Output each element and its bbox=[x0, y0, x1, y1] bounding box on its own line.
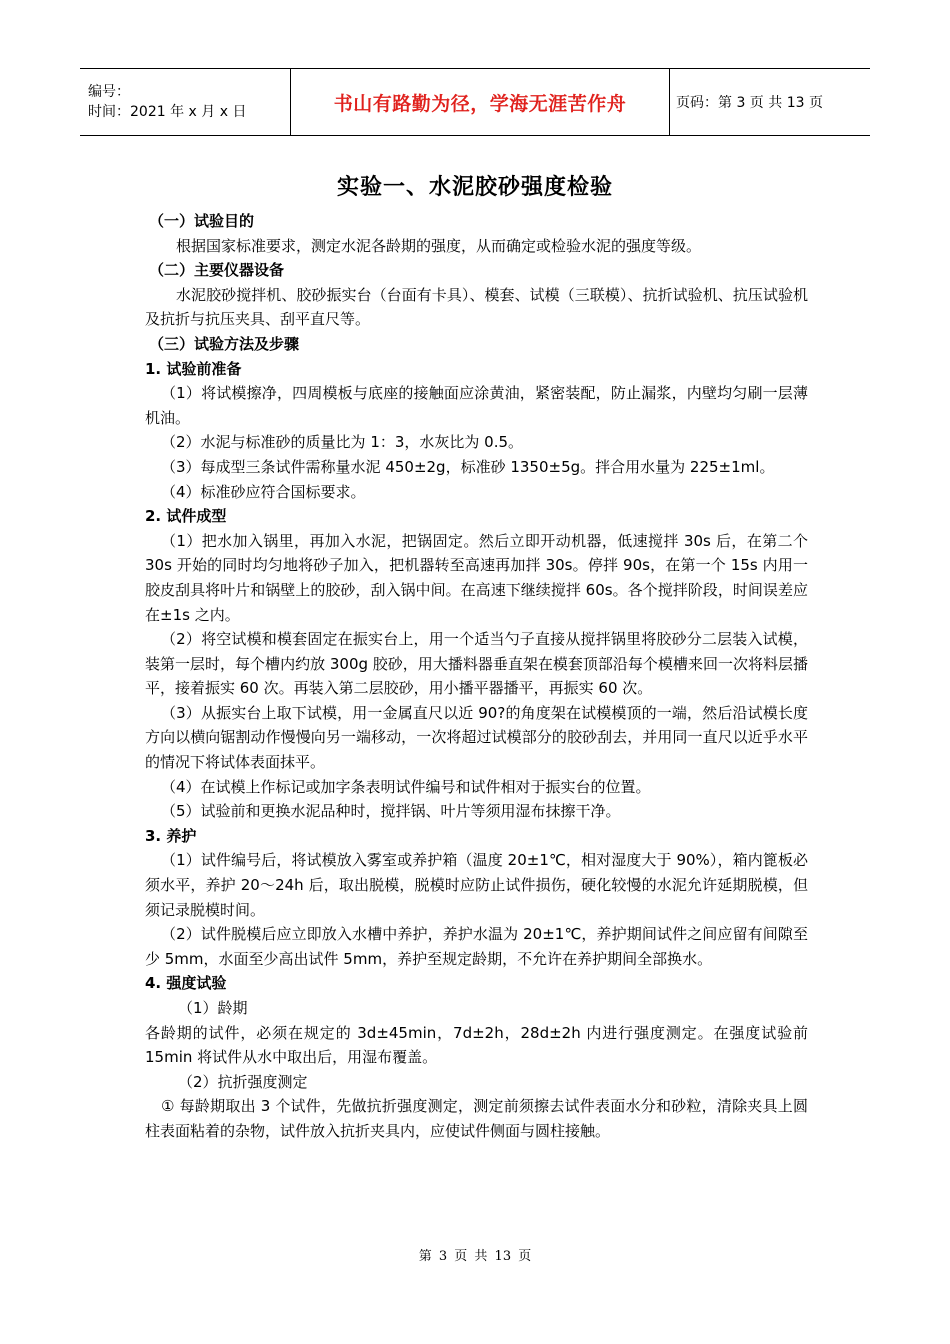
section-heading: （一）试验目的 bbox=[149, 212, 255, 230]
page-title: 实验一、水泥胶砂强度检验 bbox=[336, 175, 613, 200]
paragraph: （3）每成型三条试件需称量水泥 450±2g，标准砂 1350±5g。拌合用水量为 225±1ml。 bbox=[161, 457, 775, 476]
doc-time-label: 时间：2021 年 x 月 x 日 bbox=[88, 104, 247, 120]
paragraph: ① 每龄期取出 3 个试件，先做抗折强度测定，测定前须擦去试件表面水分和砂粒，清除夹具上圆柱表面粘着的杂物，试件放入抗折夹具内，应使试件侧面与圆柱接触。 bbox=[145, 1097, 808, 1140]
paragraph: （2）将空试模和模套固定在振实台上，用一个适当勺子直接从搅拌锅里将胶砂分二层装入试模，装第一层时，每个槽内约放 300g 胶砂，用大播料器垂直架在模套顶部沿每个模槽来回一次将料层播平，接着振实 60 次。再装入第二层胶砂，用小播平器播平，再振实 60 次。 bbox=[145, 630, 808, 698]
paragraph: （2）水泥与标准砂的质量比为 1：3，水灰比为 0.5。 bbox=[161, 433, 524, 452]
paragraph: 水泥胶砂搅拌机、胶砂振实台（台面有卡具）、模套、试模（三联模）、抗折试验机、抗压试验机及抗折与抗压夹具、刮平直尺等。 bbox=[145, 285, 808, 329]
header-page-cell bbox=[670, 69, 871, 136]
section-heading: （二）主要仪器设备 bbox=[149, 261, 285, 280]
header-meta-cell bbox=[80, 69, 291, 136]
subsection-heading: 1. 试验前准备 bbox=[145, 359, 242, 378]
doc-code-label: 编号： bbox=[88, 84, 130, 100]
header-motto: 书山有路勤为径，学海无涯苦作舟 bbox=[333, 92, 627, 115]
paragraph: （5）试验前和更换水泥品种时，搅拌锅、叶片等须用湿布抹擦干净。 bbox=[161, 802, 621, 821]
paragraph: （2）抗折强度测定 bbox=[178, 1072, 308, 1091]
paragraph: （1）将试模擦净，四周模板与底座的接触面应涂黄油，紧密装配，防止漏浆，内壁均匀刷一层薄机油。 bbox=[145, 384, 808, 427]
paragraph: （1）试件编号后，将试模放入雾室或养护箱（温度 20±1℃，相对湿度大于 90%），箱内篦板必须水平，养护 20～24h 后，取出脱模，脱模时应防止试件损伤，硬化较慢的水泥允许延期脱模，但须记录脱模时间。 bbox=[145, 851, 808, 919]
document-body bbox=[145, 209, 808, 1144]
paragraph: （1）龄期 bbox=[178, 999, 248, 1017]
paragraph: 各龄期的试件，必须在规定的 3d±45min，7d±2h，28d±2h 内进行强度测定。在强度试验前 15min 将试件从水中取出后，用湿布覆盖。 bbox=[145, 1023, 808, 1067]
subsection-heading: 3. 养护 bbox=[145, 826, 197, 845]
paragraph: 根据国家标准要求，测定水泥各龄期的强度，从而确定或检验水泥的强度等级。 bbox=[176, 236, 702, 255]
paragraph: （4）在试模上作标记或加字条表明试件编号和试件相对于振实台的位置。 bbox=[161, 777, 651, 796]
paragraph: （2）试件脱模后应立即放入水槽中养护，养护水温为 20±1℃，养护期间试件之间应留有间隙至少 5mm，水面至少高出试件 5mm，养护至规定龄期，不允许在养护期间全部换水。 bbox=[145, 925, 808, 968]
header-table bbox=[80, 68, 870, 136]
section-heading: （三）试验方法及步骤 bbox=[149, 334, 300, 353]
page-footer: 第 3 页 共 13 页 bbox=[418, 1249, 532, 1264]
subsection-heading: 4. 强度试验 bbox=[145, 974, 227, 993]
paragraph: （3）从振实台上取下试模，用一金属直尺以近 90?的角度架在试模模顶的一端，然后沿试模长度方向以横向锯割动作慢慢向另一端移动，一次将超过试模部分的胶砂刮去，并用同一直尺以近乎水平的情况下将试体表面抹平。 bbox=[145, 703, 808, 772]
paragraph: （1）把水加入锅里，再加入水泥，把锅固定。然后立即开动机器，低速搅拌 30s 后，在第二个 30s 开始的同时均匀地将砂子加入，把机器转至高速再加拌 30s。停拌 90s，在第一个 15s 内用一胶皮刮具将叶片和锅壁上的胶砂，刮入锅中间。在高速下继续搅拌 60s。各个搅拌阶段，时间误差应在±1s 之内。 bbox=[145, 531, 808, 624]
header-motto-cell bbox=[291, 69, 670, 136]
header-page-label: 页码：第 3 页 共 13 页 bbox=[676, 95, 823, 111]
subsection-heading: 2. 试件成型 bbox=[145, 507, 227, 526]
paragraph: （4）标准砂应符合国标要求。 bbox=[161, 482, 366, 501]
